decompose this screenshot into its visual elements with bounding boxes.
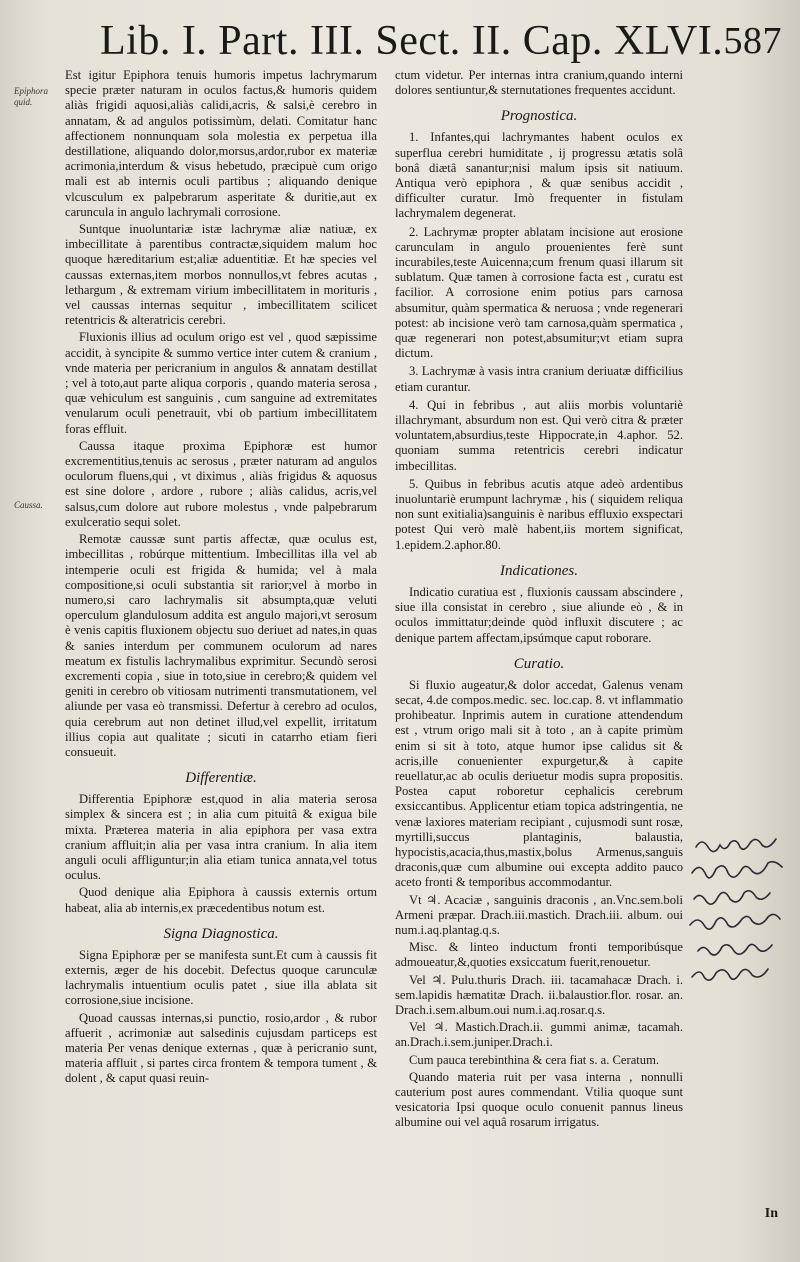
paragraph: Cum pauca terebinthina & cera fiat s. a. Ceratum. xyxy=(409,1052,660,1067)
page-number: 587 xyxy=(723,20,782,62)
running-head-title: Lib. I. Part. III. Sect. II. Cap. XLVI. xyxy=(100,18,724,64)
right-column xyxy=(395,68,683,1133)
recipe: Vel ♃. Pulu.thuris Drach. iii. tacamahacæ Drach. i. sem.lapidis hæmatitæ Drach. ii.balaustior.flor. rosar. an. Drach.i.sem.album.oui num.i.aq.rosar.q.s. xyxy=(395,972,683,1017)
paragraph: Fluxionis illius ad oculum origo est vel , quod sæpissime accidit, à syncipite & summo vertice inter cutem & cranium , vnde materia per pericranium in angulos & annatam destillat ; vel à toto,aut parte aliqua corporis , quando materia serosa , quæ vehiculum est sanguinis , cum sanguine ad extremitates venularum oculi penetrauit, vbi ob partium imbecillitatem foras effluit. xyxy=(65,330,377,436)
prognostica-list xyxy=(395,130,683,552)
paragraph: Remotæ caussæ sunt partis affectæ, quæ oculus est, imbecillitas , robúrque mittentium. Imbecillitas illa vel ab intemperie oculi est frigida & humida; vel à mala compositione,si oculi substantia sit rarior;vel à morbo in numero,si caro lachrymalis sit absumpta,quæ veluti operculum glandulosum addita est angulo majori,vt serosum è venis capitis fluxionem objectu suo deriuet ad nates,in quas & sanies interdum per communem oculorum ad nares meatum ex fistulis lachrymalibus exprimitur. Secundò serosi excrementi copia , siue in toto,siue in cerebro;& quidem vel geniti in cerebro ob vitiosam nutrimenti transmutationem, vel aliunde per vasa eò transmissi. Defertur à cerebro ad oculos, quia cerebrum aut non detinet illud,vel expellit, irritatum illius copia aut qualitate ; sicuti in catarrho etiam fieri consueuit. xyxy=(65,532,377,759)
recipe: Vel ♃. Mastich.Drach.ii. gummi animæ, tacamah. an.Drach.i.sem.juniper.Drach.i. xyxy=(395,1020,683,1050)
paragraph: Caussa itaque proxima Epiphoræ est humor excrementitius,tenuis ac serosus , præter naturam ad angulos oculorum fluens,qui , vt diximus , aliàs frigidus & aquosus est sine dolore , ardore , rubore ; aliàs calidus, acris,vel salsus,cum dolore aut rubore molestus , vnde palpebrarum exulceratio sequi solet. xyxy=(65,438,377,529)
paragraph: Est igitur Epiphora tenuis humoris impetus lachrymarum specie præter naturam in oculos factus,& humoris quidem aliàs frigidi aquosi,aliàs calidi,acris, & salsi,è cerebro in annatam, & ad angulos potissimùm, delati. Comitatur hanc affectionem nonnunquam sola molestia ex perpetua illa destillatione, aliquando dolor,morsus,ardor,rubor ex materiæ acrimonia,interdum & visus hebetudo, præcipuè cum origo mali est ab internis oculi partibus ; aliquando denique vlcusculum ex palpebrarum asperitate & duritie,aut ex caruncula in angulo lachrymali corrosione. xyxy=(65,68,377,219)
left-column xyxy=(65,68,377,1089)
list-item: 4. Qui in febribus , aut aliis morbis voluntariè illachrymant, absurdum non est. Qui verò citra & præter voluntatem,absurdius,teste Hippocrate,in 4.aphor. 52. quoniam summa retentricis cerebri indicatur imbecillitas. xyxy=(395,397,683,473)
list-item: 5. Quibus in febribus acutis atque adeò ardentibus inuoluntariè erumpunt lachrymæ , his ( siquidem reliqua non sunt exitialia)sanguinis è naribus effluxio exspectari potest Qui verò malè habent,iis mortem significat, 1.epidem.2.aphor.80. xyxy=(395,476,683,552)
list-item: 1. Infantes,qui lachrymantes habent oculos ex superflua cerebri humiditate , ij progressu ætatis solâ bonâ diætâ sanantur;nisi malum ipsis sit natiuum. Antiqua verò epiphora , & quæ senibus accidit , difficulter curatur. Imò frequenter in fistulam lachrymalem degenerat. xyxy=(395,130,683,221)
list-item: 3. Lachrymæ à vasis intra cranium deriuatæ difficilius etiam curantur. xyxy=(395,364,683,394)
catchword: In xyxy=(764,1206,778,1221)
margin-note-epiphora: Epiphora quid. xyxy=(14,86,49,107)
recipe: Vt ♃. Acaciæ , sanguinis draconis , an.Vnc.sem.boli Armeni præpar. Drach.iii.mastich. Drach.iii. album. oui num.i.aq.plantag.q.s. xyxy=(395,892,683,937)
section-heading-differentiae: Differentiæ. xyxy=(185,770,257,787)
section-heading-prognostica: Prognostica. xyxy=(500,108,578,125)
paragraph: Quoad caussas internas,si punctio, rosio,ardor , & rubor affuerit , acrimoniæ aut salsedinis cujusdam particeps est materia Per venas denique externas , quæ à pericranio sunt, materia affluit , si partes circa frontem & tempora tument , & dolent , & caput quasi reuin- xyxy=(65,1010,377,1086)
paragraph: Quando materia ruit per vasa interna , nonnulli cauterium post aures commendant. Vtilia quoque sunt vesicatoria Ipsi quoque oculo conuenit pannus lineus albumine oui vel aquâ rosarum irrigatus. xyxy=(395,1069,683,1130)
paragraph: Suntque inuoluntariæ istæ lachrymæ aliæ natiuæ, ex imbecillitate à parentibus contractæ,siquidem malum hoc quoque hæreditarium est;aliæ aduentitiæ. Et hæ species vel caussas externas,item morbos nonnullos,vt febres acutas , lethargum , & extremam virium imbecillitatem in morituris , vel caussas internas sequitur , imbecillitatem scilicet retentricis & alteratricis cerebri. xyxy=(65,222,377,328)
section-heading-curatio: Curatio. xyxy=(513,655,565,672)
recipe: Misc. & linteo inductum fronti temporibúsque admoueatur,&,quoties exsiccatum fuerit,renouetur. xyxy=(395,940,683,970)
paragraph: Indicatio curatiua est , fluxionis caussam abscindere , siue illa consistat in cerebro , siue aliunde eò , & in oculos immittatur;deinde quòd influxit discutere ; ac denique partem affectam,ipsúmque caput roborare. xyxy=(395,584,683,645)
list-item: 2. Lachrymæ propter ablatam incisione aut erosione carunculam in angulo prouenientes ferè sunt incurabiles,teste Auicenna;cum frenum quasi illarum sit sublatum. Quæ tamen à corrosione facta est , curatu est facilior. A corrosione enim potius pars carnosa absumitur, quàm spermatica & neruosa ; vnde regenerari potest: ab incisione verò tam carnosa,quàm spermatica , quæ regenerari non potest,absumitur;vt etiam supra dictum. xyxy=(395,224,683,361)
margin-note-caussa: Caussa. xyxy=(14,500,43,510)
paragraph: Quod denique alia Epiphora à caussis externis ortum habeat, alia ab internis,ex præcedentibus notum est. xyxy=(65,885,377,915)
handwritten-annotation-icon xyxy=(688,825,800,1005)
paragraph: ctum videtur. Per internas intra cranium,quando interni dolores sentiuntur,& sternutationes frequentes accidunt. xyxy=(395,68,683,98)
section-heading-indicationes: Indicationes. xyxy=(500,562,578,579)
paragraph: Signa Epiphoræ per se manifesta sunt.Et cum à caussis fit externis, æger de his docebit. Defectus quoque carunculæ lachrymalis intuentium oculis patet , siue illa ablata sit corrosione,siue incisione. xyxy=(65,947,377,1008)
paragraph: Si fluxio augeatur,& dolor accedat, Galenus venam secat, 4.de compos.medic. sec. loc.cap. 8. vt inflammatio prohibeatur. Inprimis autem in curatione attendendum est , vtrum origo mali sit à toto , an à capite primùm enim si sit à toto, atque humor ipse calidus sit & acris,ille conuenienter expurgetur,& à capite reuellatur,ac ab oculis deriuetur modis supra propositis. Postea caput roboretur cephalicis cerebrum exsiccantibus. Applicentur etiam topica adstringentia, ne venæ laxiores materiam recipiant , cujusmodi sunt rosæ, myrtilli,succus plantaginis, balaustia, hypocistis,acacia,thus,mastix,bolus Armenus,sanguis draconis,quæ cum albumine oui excepta addito pauco aceto fronti & temporibus accommodantur. xyxy=(395,677,683,890)
paragraph: Differentia Epiphoræ est,quod in alia materia serosa simplex & sincera est ; in alia cum pituitâ & exigua bile mixta. Præterea materia in alia epiphora per vasa extra cranium affluit;in alia per vasa intra cranium. In alia item anguli oculi affliguntur;in alia etiam tunica annata,vel totus oculus. xyxy=(65,792,377,883)
section-heading-signa: Signa Diagnostica. xyxy=(163,925,279,942)
running-head xyxy=(100,12,790,70)
